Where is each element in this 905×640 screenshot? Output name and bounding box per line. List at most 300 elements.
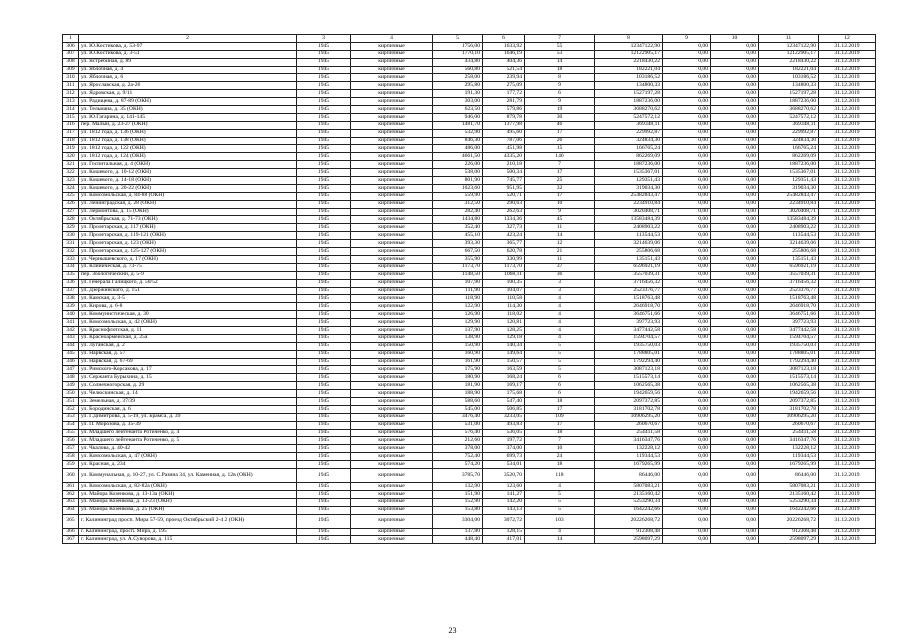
cell-col-6: 365,77 xyxy=(483,240,525,248)
cell-col-6: 128,15 xyxy=(483,528,525,536)
cell-col-10: 0,00 xyxy=(711,90,759,98)
cell-col-4: кирпичные xyxy=(351,429,433,437)
cell-col-1: 343 xyxy=(63,334,79,342)
cell-col-5: 138,90 xyxy=(433,334,483,342)
cell-col-2: ул. Майора Козенкова, д. 13-13а (ОКН) xyxy=(79,490,297,498)
cell-col-3: 1945 xyxy=(297,366,351,374)
cell-col-6: 1646,19 xyxy=(483,50,525,58)
cell-col-9: 0,00 xyxy=(663,98,711,106)
cell-col-7: 109 xyxy=(525,413,595,421)
cell-col-12: 31.12.2019 xyxy=(819,98,876,106)
cell-col-12: 31.12.2019 xyxy=(819,482,876,490)
cell-col-1: 349 xyxy=(63,382,79,390)
cell-col-1: 344 xyxy=(63,342,79,350)
cell-col-9: 0,00 xyxy=(663,342,711,350)
cell-col-12: 31.12.2019 xyxy=(819,192,876,200)
cell-col-3: 1945 xyxy=(297,271,351,279)
table-row xyxy=(63,161,876,169)
cell-col-11: 255806,68 xyxy=(759,248,819,256)
cell-col-3: 1945 xyxy=(297,319,351,327)
cell-col-8: 3416347,76 xyxy=(595,437,663,445)
table-row xyxy=(63,445,876,453)
cell-col-12: 31.12.2019 xyxy=(819,129,876,137)
cell-col-4: кирпичные xyxy=(351,90,433,98)
cell-col-7: 14 xyxy=(525,58,595,66)
cell-col-9: 0,00 xyxy=(663,232,711,240)
cell-col-7: 4 xyxy=(525,326,595,334)
cell-col-12: 31.12.2019 xyxy=(819,145,876,153)
cell-col-7: 10 xyxy=(525,200,595,208)
cell-col-9: 0,00 xyxy=(663,490,711,498)
cell-col-1: 319 xyxy=(63,145,79,153)
cell-col-8: 5807083,21 xyxy=(595,482,663,490)
cell-col-8: 1935750,03 xyxy=(595,342,663,350)
cell-col-11: 3557039,31 xyxy=(759,271,819,279)
cell-col-1: 333 xyxy=(63,255,79,263)
cell-col-7: 5 xyxy=(525,506,595,514)
cell-col-3: 1945 xyxy=(297,350,351,358)
table-row xyxy=(63,279,876,287)
col-num-10: 10 xyxy=(711,35,759,43)
cell-col-8: 369348,11 xyxy=(595,121,663,129)
table-row xyxy=(63,145,876,153)
cell-col-9: 0,00 xyxy=(663,42,711,50)
table-row xyxy=(63,224,876,232)
cell-col-12: 31.12.2019 xyxy=(819,397,876,405)
cell-col-11: 1788805,01 xyxy=(759,350,819,358)
cell-col-4: кирпичные xyxy=(351,248,433,256)
cell-col-6: 114,30 xyxy=(483,303,525,311)
cell-col-10: 0,00 xyxy=(711,98,759,106)
cell-col-12: 31.12.2019 xyxy=(819,350,876,358)
cell-col-6: 451,98 xyxy=(483,145,525,153)
cell-col-11: 6596921,19 xyxy=(759,263,819,271)
cell-col-5: 352,40 xyxy=(433,224,483,232)
cell-col-2: ул. 1812 года, д. 136 (ОКН) xyxy=(79,129,297,137)
cell-col-2: ул. Земельная, д. 37/39 xyxy=(79,397,297,405)
cell-col-4: кирпичные xyxy=(351,50,433,58)
cell-col-8: 20226268,72 xyxy=(595,514,663,528)
cell-col-5: 576,40 xyxy=(433,429,483,437)
cell-col-2: ул. Г.Димитрова, д. 5-19, ул. Брамса, д. 39 xyxy=(79,413,297,421)
cell-col-6: 520,71 xyxy=(483,192,525,200)
cell-col-7: 6 xyxy=(525,382,595,390)
table-row xyxy=(63,358,876,366)
cell-col-11: 2523376,77 xyxy=(759,287,819,295)
cell-col-2: ул. Ярославская, д. 2а-26 xyxy=(79,82,297,90)
cell-col-11: 129351,43 xyxy=(759,177,819,185)
cell-col-4: кирпичные xyxy=(351,74,433,82)
cell-col-9: 0,00 xyxy=(663,382,711,390)
cell-col-10: 0,00 xyxy=(711,169,759,177)
cell-col-1: 359 xyxy=(63,461,79,469)
cell-col-8: 229992,87 xyxy=(595,129,663,137)
cell-col-10: 0,00 xyxy=(711,374,759,382)
cell-col-2: ул. Клиническая, д. 73-75 xyxy=(79,263,297,271)
cell-col-1: 308 xyxy=(63,58,79,66)
cell-col-10: 0,00 xyxy=(711,66,759,74)
cell-col-7: 4 xyxy=(525,303,595,311)
cell-col-4: кирпичные xyxy=(351,192,433,200)
cell-col-6: 745,77 xyxy=(483,177,525,185)
cell-col-7: 4 xyxy=(525,528,595,536)
cell-col-12: 31.12.2019 xyxy=(819,311,876,319)
cell-col-6: 579,86 xyxy=(483,106,525,114)
cell-col-7: 4 xyxy=(525,295,595,303)
cell-col-5: 3304,00 xyxy=(433,514,483,528)
cell-col-10: 0,00 xyxy=(711,263,759,271)
cell-col-3: 1945 xyxy=(297,429,351,437)
cell-col-5: 191,30 xyxy=(433,90,483,98)
cell-col-8: 3646751,66 xyxy=(595,311,663,319)
cell-col-2: ул. Яблочная, д. 4 xyxy=(79,66,297,74)
cell-col-11: 254411,58 xyxy=(759,429,819,437)
cell-col-5: 295,80 xyxy=(433,82,483,90)
cell-col-4: кирпичные xyxy=(351,169,433,177)
table-row xyxy=(63,74,876,82)
cell-col-1: 322 xyxy=(63,169,79,177)
cell-col-8: 260670,67 xyxy=(595,421,663,429)
cell-col-9: 0,00 xyxy=(663,240,711,248)
cell-col-6: 104,07 xyxy=(483,287,525,295)
cell-col-2: ул. Камская, д. 3-5 xyxy=(79,295,297,303)
cell-col-7: 11 xyxy=(525,224,595,232)
col-num-7: 7 xyxy=(525,35,595,43)
cell-col-8: 5253290,34 xyxy=(595,498,663,506)
cell-col-1: 363 xyxy=(63,498,79,506)
table-row xyxy=(63,66,876,74)
cell-col-9: 0,00 xyxy=(663,413,711,421)
cell-col-12: 31.12.2019 xyxy=(819,342,876,350)
cell-col-3: 1945 xyxy=(297,200,351,208)
cell-col-1: 353 xyxy=(63,413,79,421)
cell-col-8: 2097372,85 xyxy=(595,397,663,405)
cell-col-7: 4 xyxy=(525,319,595,327)
cell-col-12: 31.12.2019 xyxy=(819,255,876,263)
cell-col-8: 25482843,47 xyxy=(595,192,663,200)
cell-col-2: ул. Кошевого, д. 14-18 (ОКН) xyxy=(79,177,297,185)
cell-col-4: кирпичные xyxy=(351,161,433,169)
cell-col-8: 2408903,22 xyxy=(595,224,663,232)
cell-col-11: 119344,53 xyxy=(759,453,819,461)
cell-col-5: 560,80 xyxy=(433,66,483,74)
cell-col-5: 188,90 xyxy=(433,390,483,398)
cell-col-2: ул. Сержанта Бурыхина, д. 15 xyxy=(79,374,297,382)
cell-col-6: 547,40 xyxy=(483,397,525,405)
cell-col-5: 545,00 xyxy=(433,405,483,413)
cell-col-12: 31.12.2019 xyxy=(819,184,876,192)
cell-col-9: 0,00 xyxy=(663,129,711,137)
cell-col-1: 348 xyxy=(63,374,79,382)
table-row xyxy=(63,397,876,405)
cell-col-2: ул. Ядровская, д. 9/11 xyxy=(79,90,297,98)
cell-col-9: 0,00 xyxy=(663,311,711,319)
cell-col-9: 0,00 xyxy=(663,113,711,121)
cell-col-8: 1679265,99 xyxy=(595,461,663,469)
cell-col-5: 122,90 xyxy=(433,303,483,311)
cell-col-3: 1945 xyxy=(297,90,351,98)
cell-col-9: 0,00 xyxy=(663,216,711,224)
cell-col-9: 0,00 xyxy=(663,263,711,271)
cell-col-2: ул. Чкалова, д. 40-42 xyxy=(79,445,297,453)
cell-col-12: 31.12.2019 xyxy=(819,319,876,327)
cell-col-11: 1887236,00 xyxy=(759,98,819,106)
cell-col-10: 0,00 xyxy=(711,311,759,319)
cell-col-4: кирпичные xyxy=(351,224,433,232)
cell-col-9: 0,00 xyxy=(663,248,711,256)
cell-col-12: 31.12.2019 xyxy=(819,58,876,66)
cell-col-1: 356 xyxy=(63,437,79,445)
cell-col-8: 319034,30 xyxy=(595,184,663,192)
cell-col-11: 3087123,18 xyxy=(759,366,819,374)
cell-col-2: ул. Нарвская, д. 57 xyxy=(79,350,297,358)
cell-col-10: 0,00 xyxy=(711,295,759,303)
cell-col-8: 3087123,18 xyxy=(595,366,663,374)
cell-col-4: кирпичные xyxy=(351,382,433,390)
cell-col-6: 3233,05 xyxy=(483,413,525,421)
cell-col-12: 31.12.2019 xyxy=(819,42,876,50)
cell-col-10: 0,00 xyxy=(711,145,759,153)
cell-col-11: 3646751,66 xyxy=(759,311,819,319)
cell-col-2: ул. Коммунистическая, д. 30 xyxy=(79,311,297,319)
cell-col-4: кирпичные xyxy=(351,453,433,461)
cell-col-7: 46 xyxy=(525,121,595,129)
cell-col-6: 123,60 xyxy=(483,482,525,490)
cell-col-1: 329 xyxy=(63,224,79,232)
cell-col-5: 126,90 xyxy=(433,311,483,319)
cell-col-3: 1945 xyxy=(297,129,351,137)
table-row xyxy=(63,468,876,482)
cell-col-8: 1535367,01 xyxy=(595,169,663,177)
cell-col-4: кирпичные xyxy=(351,240,433,248)
cell-col-12: 31.12.2019 xyxy=(819,303,876,311)
cell-col-12: 31.12.2019 xyxy=(819,382,876,390)
cell-col-10: 0,00 xyxy=(711,240,759,248)
cell-col-6: 330,99 xyxy=(483,255,525,263)
table-row xyxy=(63,528,876,536)
cell-col-8: 862269,09 xyxy=(595,153,663,161)
cell-col-12: 31.12.2019 xyxy=(819,490,876,498)
cell-col-2: ул. Кошевого, д. 10-12 (ОКН) xyxy=(79,169,297,177)
cell-col-6: 141,27 xyxy=(483,490,525,498)
cell-col-2: пер. Малый, д. 23-27 (ОКН) xyxy=(79,121,297,129)
cell-col-2: ул. Майора Козенкова, д. 13-23 (ОКН) xyxy=(79,498,297,506)
cell-col-5: 175,90 xyxy=(433,366,483,374)
cell-col-5: 132,90 xyxy=(433,482,483,490)
cell-col-5: 448,40 xyxy=(433,536,483,544)
cell-col-5: 531,00 xyxy=(433,421,483,429)
cell-col-12: 31.12.2019 xyxy=(819,137,876,145)
cell-col-11: 1792294,40 xyxy=(759,358,819,366)
cell-col-4: кирпичные xyxy=(351,397,433,405)
cell-col-1: 310 xyxy=(63,74,79,82)
cell-col-7: 6 xyxy=(525,90,595,98)
cell-col-8: 166765,24 xyxy=(595,145,663,153)
cell-col-10: 0,00 xyxy=(711,319,759,327)
cell-col-5: 801,90 xyxy=(433,177,483,185)
cell-col-9: 0,00 xyxy=(663,528,711,536)
cell-col-9: 0,00 xyxy=(663,58,711,66)
cell-col-11: 2097372,85 xyxy=(759,397,819,405)
cell-col-8: 3020408,71 xyxy=(595,208,663,216)
cell-col-1: 361 xyxy=(63,482,79,490)
cell-col-2: ул. Бородинская, д. 6 xyxy=(79,405,297,413)
col-num-3: 3 xyxy=(297,35,351,43)
col-num-6: 6 xyxy=(483,35,525,43)
cell-col-3: 1945 xyxy=(297,161,351,169)
table-row xyxy=(63,350,876,358)
table-row xyxy=(63,177,876,185)
cell-col-7: 36 xyxy=(525,271,595,279)
cell-col-6: 175,68 xyxy=(483,390,525,398)
cell-col-4: кирпичные xyxy=(351,271,433,279)
cell-col-1: 328 xyxy=(63,216,79,224)
cell-col-12: 31.12.2019 xyxy=(819,536,876,544)
cell-col-6: 128,25 xyxy=(483,326,525,334)
cell-col-2: ул. Ю.Костикова, д. 53-97 xyxy=(79,42,297,50)
cell-col-4: кирпичные xyxy=(351,129,433,137)
cell-col-2: ул. 1812 года, д. 138 (ОКН) xyxy=(79,137,297,145)
cell-col-2: ул. Челюскинская, д. 14 xyxy=(79,390,297,398)
cell-col-1: 316 xyxy=(63,121,79,129)
cell-col-4: кирпичные xyxy=(351,232,433,240)
cell-col-3: 1945 xyxy=(297,482,351,490)
cell-col-5: 258,00 xyxy=(433,74,483,82)
cell-col-9: 0,00 xyxy=(663,303,711,311)
cell-col-12: 31.12.2019 xyxy=(819,358,876,366)
cell-col-2: ул. Генерала Галицкого, д. 50/52 xyxy=(79,279,297,287)
cell-col-4: кирпичные xyxy=(351,437,433,445)
cell-col-8: 3477442,58 xyxy=(595,326,663,334)
cell-col-7: 103 xyxy=(525,514,595,528)
cell-col-5: 111,90 xyxy=(433,287,483,295)
table-row xyxy=(63,184,876,192)
cell-col-8: 13583484,39 xyxy=(595,216,663,224)
cell-col-12: 31.12.2019 xyxy=(819,50,876,58)
cell-col-3: 1945 xyxy=(297,374,351,382)
cell-col-3: 1945 xyxy=(297,536,351,544)
cell-col-5: 107,90 xyxy=(433,279,483,287)
table-row xyxy=(63,137,876,145)
cell-col-4: кирпичные xyxy=(351,405,433,413)
cell-col-11: 260670,67 xyxy=(759,421,819,429)
cell-col-6: 327,73 xyxy=(483,224,525,232)
cell-col-9: 0,00 xyxy=(663,169,711,177)
cell-col-9: 0,00 xyxy=(663,145,711,153)
cell-col-7: 3 xyxy=(525,287,595,295)
cell-col-7: 55 xyxy=(525,42,595,50)
cell-col-12: 31.12.2019 xyxy=(819,177,876,185)
cell-col-11: 1679265,99 xyxy=(759,461,819,469)
cell-col-12: 31.12.2019 xyxy=(819,514,876,528)
cell-col-8: 2234910,84 xyxy=(595,200,663,208)
cell-col-8: 129351,43 xyxy=(595,177,663,185)
cell-col-7: 5 xyxy=(525,358,595,366)
cell-col-7: 146 xyxy=(525,153,595,161)
cell-col-1: 336 xyxy=(63,279,79,287)
cell-col-12: 31.12.2019 xyxy=(819,468,876,482)
table-row xyxy=(63,437,876,445)
cell-col-10: 0,00 xyxy=(711,177,759,185)
cell-col-12: 31.12.2019 xyxy=(819,153,876,161)
cell-col-1: 306 xyxy=(63,42,79,50)
cell-col-5: 150,90 xyxy=(433,342,483,350)
cell-col-3: 1945 xyxy=(297,326,351,334)
cell-col-3: 1945 xyxy=(297,358,351,366)
cell-col-6: 404,36 xyxy=(483,58,525,66)
cell-col-10: 0,00 xyxy=(711,208,759,216)
cell-col-9: 0,00 xyxy=(663,326,711,334)
cell-col-12: 31.12.2019 xyxy=(819,82,876,90)
cell-col-12: 31.12.2019 xyxy=(819,271,876,279)
cell-col-3: 1945 xyxy=(297,74,351,82)
cell-col-8: 1942659,56 xyxy=(595,390,663,398)
cell-col-11: 3181702,78 xyxy=(759,405,819,413)
cell-col-6: 129,18 xyxy=(483,334,525,342)
cell-col-5: 118,90 xyxy=(433,295,483,303)
cell-col-6: 210,18 xyxy=(483,161,525,169)
cell-col-12: 31.12.2019 xyxy=(819,506,876,514)
cell-col-5: 151,90 xyxy=(433,490,483,498)
cell-col-4: кирпичные xyxy=(351,536,433,544)
cell-col-4: кирпичные xyxy=(351,106,433,114)
table-row xyxy=(63,208,876,216)
cell-col-10: 0,00 xyxy=(711,437,759,445)
cell-col-5: 137,90 xyxy=(433,326,483,334)
cell-col-12: 31.12.2019 xyxy=(819,66,876,74)
cell-col-4: кирпичные xyxy=(351,498,433,506)
cell-col-1: 342 xyxy=(63,326,79,334)
cell-col-4: кирпичные xyxy=(351,319,433,327)
cell-col-10: 0,00 xyxy=(711,461,759,469)
cell-col-8: 254411,58 xyxy=(595,429,663,437)
cell-col-2: г. Калининград, просп. Мира, д. 195 xyxy=(79,528,297,536)
table-row xyxy=(63,421,876,429)
cell-col-3: 1945 xyxy=(297,303,351,311)
cell-col-3: 1945 xyxy=(297,490,351,498)
cell-col-8: 113544,53 xyxy=(595,232,663,240)
cell-col-3: 1945 xyxy=(297,248,351,256)
cell-col-10: 0,00 xyxy=(711,216,759,224)
cell-col-8: 1527197,28 xyxy=(595,90,663,98)
cell-col-4: кирпичные xyxy=(351,145,433,153)
cell-col-4: кирпичные xyxy=(351,121,433,129)
cell-col-1: 334 xyxy=(63,263,79,271)
cell-col-3: 1945 xyxy=(297,437,351,445)
cell-col-6: 1633,92 xyxy=(483,42,525,50)
cell-col-10: 0,00 xyxy=(711,390,759,398)
cell-col-1: 340 xyxy=(63,311,79,319)
cell-col-9: 0,00 xyxy=(663,82,711,90)
cell-col-6: 169,17 xyxy=(483,382,525,390)
cell-col-8: 6596921,19 xyxy=(595,263,663,271)
cell-col-8: 2135160,42 xyxy=(595,490,663,498)
cell-col-5: 129,90 xyxy=(433,319,483,327)
cell-col-5: 355,90 xyxy=(433,255,483,263)
cell-col-5: 378,00 xyxy=(433,445,483,453)
cell-col-5: 846,30 xyxy=(433,137,483,145)
cell-col-3: 1945 xyxy=(297,153,351,161)
cell-col-12: 31.12.2019 xyxy=(819,295,876,303)
cell-col-4: кирпичные xyxy=(351,263,433,271)
table-row xyxy=(63,319,876,327)
cell-col-9: 0,00 xyxy=(663,161,711,169)
cell-col-2: ул. Младшего лейтенанта Ротиченко, д. 5 xyxy=(79,437,297,445)
cell-col-3: 1945 xyxy=(297,390,351,398)
cell-col-9: 0,00 xyxy=(663,445,711,453)
cell-col-7: 10 xyxy=(525,445,595,453)
cell-col-9: 0,00 xyxy=(663,514,711,528)
